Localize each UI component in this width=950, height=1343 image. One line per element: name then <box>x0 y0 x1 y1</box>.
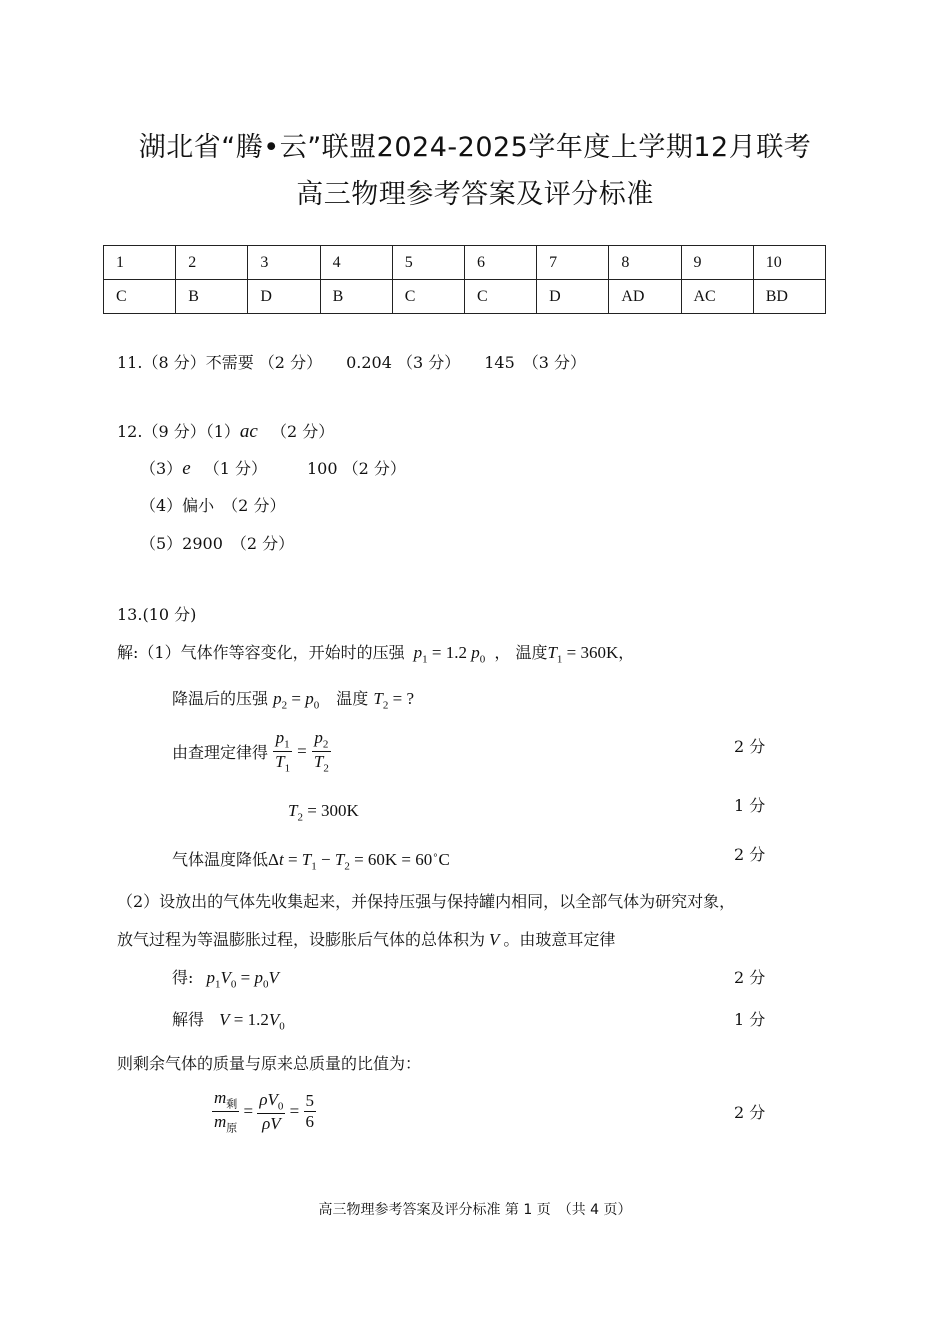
q13-s7a: 放气过程为等温膨胀过程，设膨胀后气体的总体积为 <box>117 930 486 949</box>
answer-table <box>103 245 826 314</box>
q13-score-6: 2 分 <box>734 1103 766 1122</box>
q13-step-8: 得: $p_1V_0 = p_0V$ <box>172 968 279 991</box>
q13-step-9: 解得 $V = 1.2V_0$ <box>172 1010 285 1033</box>
q13-s1c: ， <box>618 643 635 662</box>
answer-cell: AC <box>681 280 753 314</box>
q13-step-3: 由查理定律得 $\frac{p_1}{T_1}$ = $\frac{p_2}{T_2}$ <box>172 728 329 775</box>
q13-s8: 得: <box>172 968 194 987</box>
title-line-1: 湖北省“腾•云”联盟2024-2025学年度上学期12月联考 <box>138 132 812 163</box>
q13-score-5: 1 分 <box>734 1010 766 1029</box>
question-number-cell: 2 <box>176 246 248 280</box>
answer-table-number-row <box>104 246 826 280</box>
q12-p1-score: （2 分） <box>270 422 335 441</box>
question-number-cell: 4 <box>320 246 392 280</box>
question-number-cell: 8 <box>609 246 681 280</box>
question-number-cell: 5 <box>392 246 464 280</box>
q13-s2b: 温度 <box>336 689 369 708</box>
q13-s1a: 解:（1）气体作等容变化，开始时的压强 <box>117 643 405 662</box>
q12-p1-answer: ac <box>239 421 258 442</box>
question-12-part-4: （4）偏小 （2 分） <box>140 496 286 515</box>
q13-step-2: 降温后的压强 $p_2 = p_0$ 温度 $T_2$ = ? <box>172 689 415 712</box>
answer-cell: C <box>464 280 536 314</box>
q13-step-4: $T_2 = 300K$ <box>288 801 359 824</box>
answer-cell: B <box>176 280 248 314</box>
question-13-head: 13.(10 分) <box>117 605 197 624</box>
answer-cell: BD <box>753 280 825 314</box>
q13-score-2: 1 分 <box>734 796 766 815</box>
page-footer: 高三物理参考答案及评分标准 第 1 页 （共 4 页） <box>318 1202 632 1218</box>
question-number-cell: 7 <box>537 246 609 280</box>
title-line-2: 高三物理参考答案及评分标准 <box>296 179 654 210</box>
q12-p3-answer: e <box>182 458 191 479</box>
q13-score-4: 2 分 <box>734 968 766 987</box>
q13-s7b: 。由玻意耳定律 <box>503 930 616 949</box>
q13-s5: 气体温度降低 <box>172 850 269 869</box>
question-11: 11.（8 分）不需要 （2 分） 0.204 （3 分） 145 （3 分） <box>117 353 587 372</box>
question-number-cell: 9 <box>681 246 753 280</box>
question-12-part-1 <box>117 419 334 443</box>
question-number-cell: 1 <box>104 246 176 280</box>
q13-s3: 由查理定律得 <box>172 743 269 763</box>
q13-s2a: 降温后的压强 <box>172 689 269 708</box>
q13-s1b: ， 温度 <box>494 643 548 662</box>
q12-head: 12.（9 分）（1） <box>117 422 240 441</box>
q12-p3-head: （3） <box>140 459 183 478</box>
answer-table-answer-row <box>104 280 826 314</box>
charles-law-right: $\frac{p_2}{T_2}$ <box>313 728 329 775</box>
answer-cell: D <box>537 280 609 314</box>
answer-cell: C <box>104 280 176 314</box>
q13-step-1: 解:（1）气体作等容变化，开始时的压强 $p_1 = 1.2$ $p_0$ ， 温度$T_1 = 360K$， <box>117 643 635 666</box>
question-12-part-5: （5）2900 （2 分） <box>140 534 295 553</box>
mass-ratio-equation: $\frac{m_剩}{m_原}$ = $\frac{\rho V_0}{\rho V}$ = $\frac{5}{6}$ <box>214 1088 315 1135</box>
q13-step-6: （2）设放出的气体先收集起来，并保持压强与保持罐内相同，以全部气体为研究对象， <box>117 892 736 911</box>
q13-step-5: 气体温度降低$\Delta t = T_1 - T_2 = 60K = 60^\circ C$ <box>172 850 450 873</box>
answer-cell: D <box>248 280 320 314</box>
answer-cell: AD <box>609 280 681 314</box>
q13-score-1: 2 分 <box>734 737 766 756</box>
question-number-cell: 6 <box>464 246 536 280</box>
charles-law-left: $\frac{p_1}{T_1}$ <box>275 728 291 775</box>
question-12-part-3 <box>140 456 406 480</box>
question-number-cell: 10 <box>753 246 825 280</box>
q13-step-10: 则剩余气体的质量与原来总质量的比值为： <box>117 1054 422 1073</box>
answer-cell: C <box>392 280 464 314</box>
question-number-cell: 3 <box>248 246 320 280</box>
q13-s9: 解得 <box>172 1010 205 1029</box>
q12-p3-rest: （1 分） 100 （2 分） <box>203 459 406 478</box>
q13-step-7: 放气过程为等温膨胀过程，设膨胀后气体的总体积为 V 。由玻意耳定律 <box>117 930 616 949</box>
q13-score-3: 2 分 <box>734 845 766 864</box>
answer-cell: B <box>320 280 392 314</box>
